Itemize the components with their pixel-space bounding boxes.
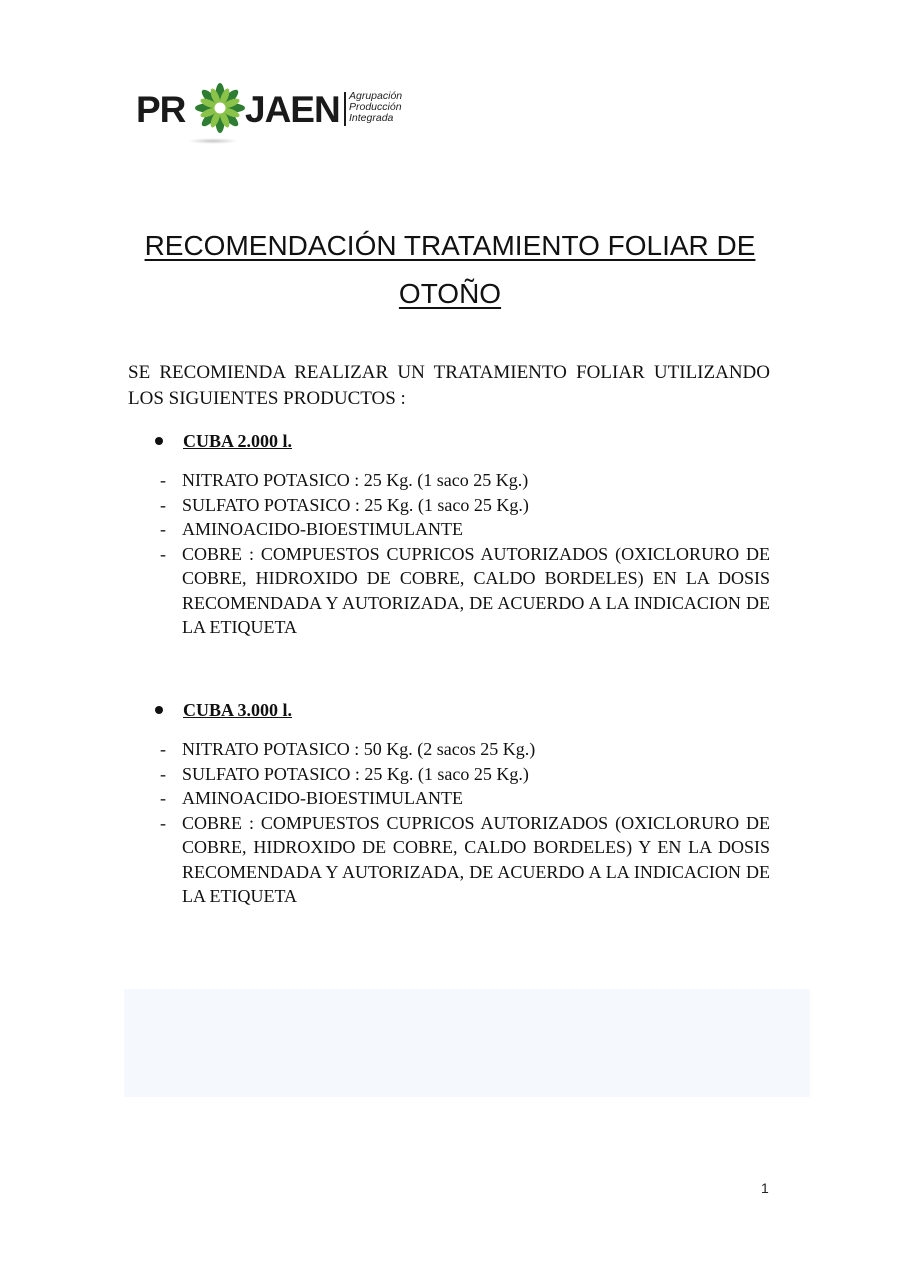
list-item: - SULFATO POTASICO : 25 Kg. (1 saco 25 Kg.) xyxy=(160,494,529,515)
blank-shaded-box xyxy=(124,989,810,1097)
section-cuba-2000 xyxy=(128,428,770,640)
product-list xyxy=(128,737,770,909)
list-item: - NITRATO POTASICO : 25 Kg. (1 saco 25 Kg.) xyxy=(160,470,529,490)
bullet-icon xyxy=(155,437,163,445)
document-title: RECOMENDACIÓN TRATAMIENTO FOLIAR DE OTOÑO xyxy=(144,230,756,309)
logo-tagline: Agrupación Producción Integrada xyxy=(349,90,403,124)
section-heading-label: CUBA 2.000 l. xyxy=(183,431,293,451)
list-item: - SULFATO POTASICO : 25 Kg. (1 saco 25 Kg.) xyxy=(160,763,529,784)
list-item: - COBRE : COMPUESTOS CUPRICOS AUTORIZADOS (OXICLORURO DE COBRE, HIDROXIDO DE COBRE, CALDO BORDELES) EN LA DOSIS RECOMENDADA Y AUTORIZADA, DE ACUERDO A LA INDICACION DE LA ETIQUETA xyxy=(160,543,770,637)
list-item: - AMINOACIDO-BIOESTIMULANTE xyxy=(160,519,463,539)
list-item: - COBRE : COMPUESTOS CUPRICOS AUTORIZADOS (OXICLORURO DE COBRE, HIDROXIDO DE COBRE, CALDO BORDELES) Y EN LA DOSIS RECOMENDADA Y AUTORIZADA, DE ACUERDO A LA INDICACION DE LA ETIQUETA xyxy=(160,812,770,906)
intro-paragraph: SE RECOMIENDA REALIZAR UN TRATAMIENTO FOLIAR UTILIZANDO LOS SIGUIENTES PRODUCTOS : xyxy=(128,362,770,409)
logo-shadow xyxy=(188,138,238,144)
projaen-logo xyxy=(133,78,423,150)
product-list xyxy=(128,468,770,640)
logo-text-pr: PR xyxy=(136,89,186,130)
page-number: 1 xyxy=(761,1180,769,1196)
list-item: - NITRATO POTASICO : 50 Kg. (2 sacos 25 Kg.) xyxy=(160,739,536,759)
section-heading xyxy=(128,428,770,454)
logo-divider xyxy=(344,92,346,126)
list-item: - AMINOACIDO-BIOESTIMULANTE xyxy=(160,788,463,808)
section-cuba-3000 xyxy=(128,697,770,909)
green-flower-icon xyxy=(193,81,247,135)
bullet-icon xyxy=(155,706,163,714)
logo-text-jaen: JAEN xyxy=(245,89,340,130)
section-heading-label: CUBA 3.000 l. xyxy=(183,700,293,720)
section-heading xyxy=(128,697,770,723)
